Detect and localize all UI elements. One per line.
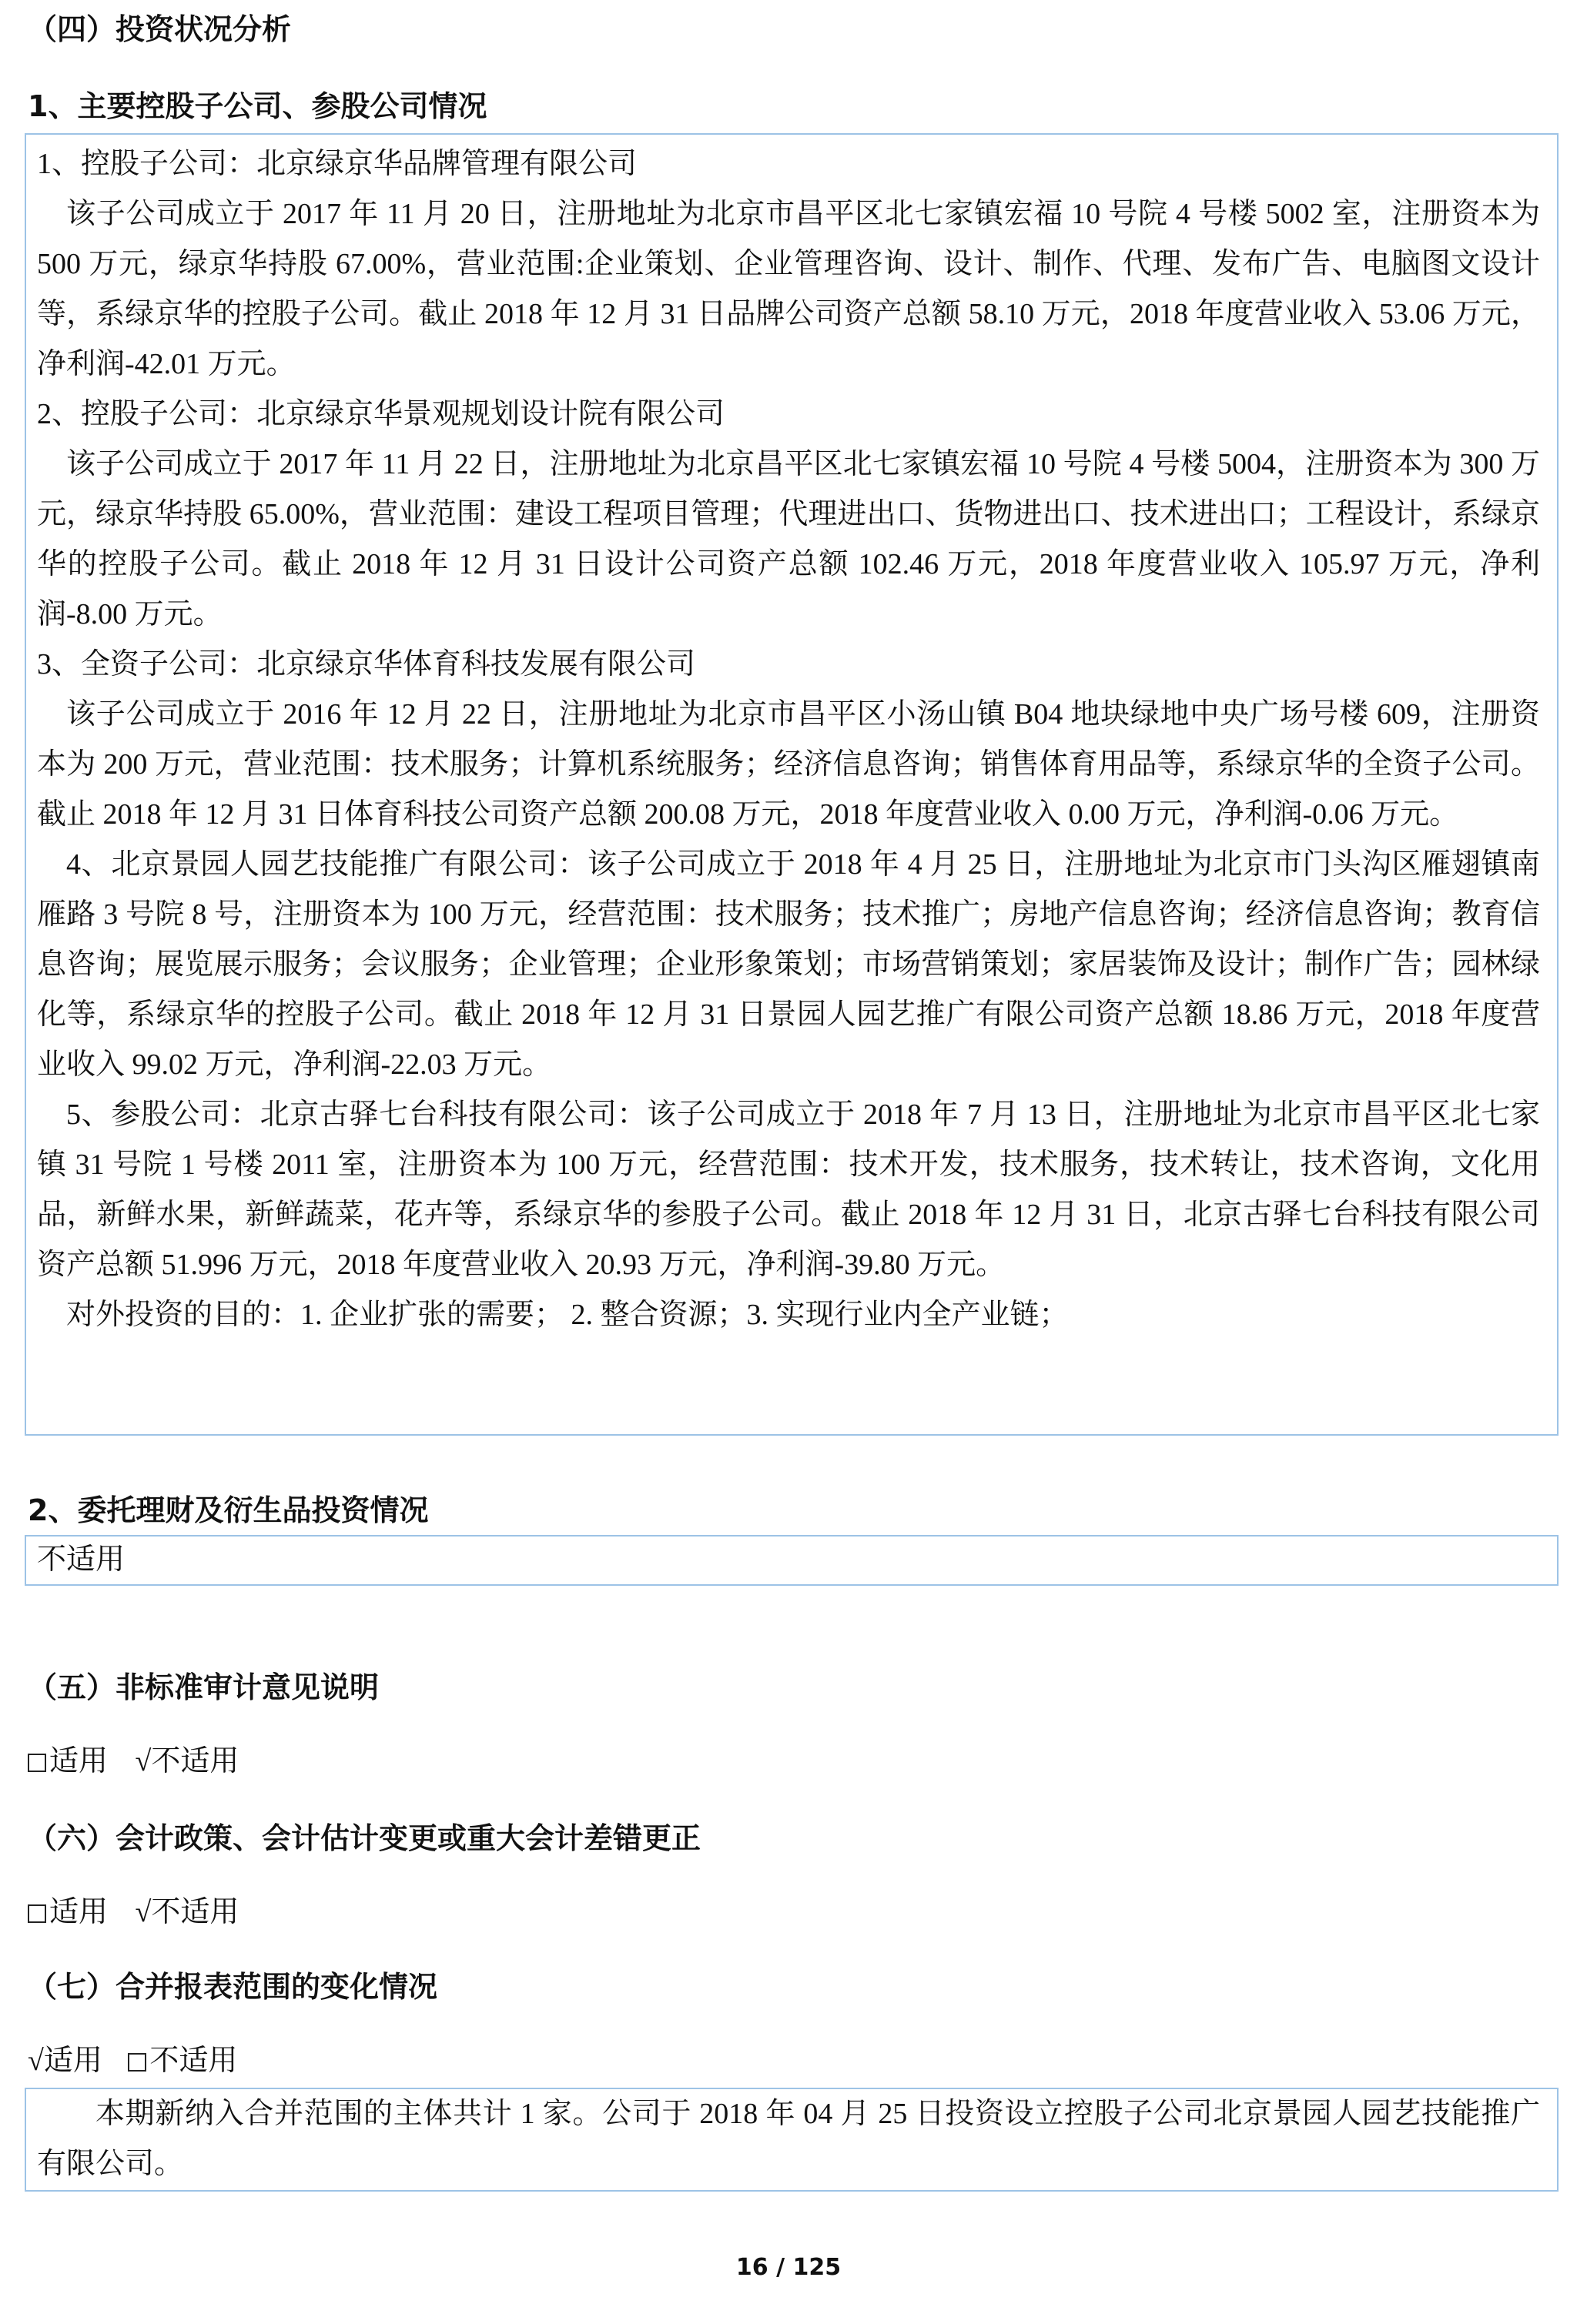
option-not-applicable: 不适用: [151, 1745, 239, 1777]
subsidiary-1-body: 该子公司成立于 2017 年 11 月 20 日，注册地址为北京市昌平区北七家镇宏福 10 号院 4 号楼 5002 室，注册资本为 500 万元，绿京华持股 67.00%，营业范围:企业策划、企业管理咨询、设计、制作、代理、发布广告、电脑图文设计等，系绿京华的控股子公司。截止 2018 年 12 月 31 日品牌公司资产总额 58.10 万元，2018 年度营业收入 53.06 万元，净利润-42.01 万元。: [37, 198, 1540, 380]
checkmark-icon: √: [135, 1896, 152, 1928]
subsidiary-2-body: 该子公司成立于 2017 年 11 月 22 日，注册地址为北京昌平区北七家镇宏福 10 号院 4 号楼 5004，注册资本为 300 万元，绿京华持股 65.00%，营业范围：建设工程项目管理；代理进出口、货物进出口、技术进出口；工程设计，系绿京华的控股子公司。截止 2018 年 12 月 31 日设计公司资产总额 102.46 万元，2018 年度营业收入 105.97 万元，净利润-8.00 万元。: [37, 448, 1540, 630]
subsidiary-2-heading: 2、控股子公司：北京绿京华景观规划设计院有限公司: [37, 398, 725, 430]
page-number: 16 / 125: [735, 2254, 842, 2281]
option-applicable: 适用: [43, 2045, 102, 2077]
section5-title: （五）非标准审计意见说明: [28, 1670, 380, 1704]
subsidiary-3-heading: 3、全资子公司：北京绿京华体育科技发展有限公司: [37, 648, 696, 680]
option-not-applicable: 不适用: [149, 2045, 238, 2077]
checkbox-icon: [28, 1754, 46, 1772]
sub2-title: 2、委托理财及衍生品投资情况: [28, 1493, 429, 1527]
checkbox-icon: [128, 2053, 146, 2072]
wealth-management-box: [25, 1535, 1559, 1586]
option-applicable: 适用: [49, 1896, 109, 1928]
subsidiary-3-body: 该子公司成立于 2016 年 12 月 22 日，注册地址为北京市昌平区小汤山镇 B04 地块绿地中央广场号楼 609，注册资本为 200 万元，营业范围：技术服务；计算机系统服务；经济信息咨询；销售体育用品等，系绿京华的全资子公司。截止 2018 年 12 月 31 日体育科技公司资产总额 200.08 万元，2018 年度营业收入 0.00 万元，净利润-0.06 万元。: [37, 698, 1540, 831]
section5-options: [28, 1743, 239, 1780]
subsidiary-5-body: 5、参股公司：北京古驿七台科技有限公司：该子公司成立于 2018 年 7 月 13 日，注册地址为北京市昌平区北七家镇 31 号院 1 号楼 2011 室，注册资本为 100 万元，经营范围：技术开发，技术服务，技术转让，技术咨询，文化用品，新鲜水果，新鲜蔬菜，花卉等，系绿京华的参股子公司。截止 2018 年 12 月 31 日，北京古驿七台科技有限公司资产总额 51.996 万元，2018 年度营业收入 20.93 万元，净利润-39.80 万元。: [37, 1098, 1540, 1281]
option-not-applicable: 不适用: [151, 1896, 239, 1928]
section6-options: [28, 1894, 239, 1931]
section6-title: （六）会计政策、会计估计变更或重大会计差错更正: [28, 1821, 701, 1855]
sub1-title: 1、主要控股子公司、参股公司情况: [28, 89, 487, 123]
subsidiaries-box: [25, 133, 1559, 1436]
wealth-management-text: 不适用: [37, 1543, 126, 1576]
checkmark-icon: √: [135, 1745, 152, 1777]
section7-title: （七）合并报表范围的变化情况: [28, 1970, 438, 2004]
section4-title: （四）投资状况分析: [28, 12, 292, 46]
option-applicable: 适用: [49, 1745, 109, 1777]
checkbox-icon: [28, 1904, 46, 1923]
section7-options: [28, 2042, 237, 2079]
subsidiary-1-heading: 1、控股子公司：北京绿京华品牌管理有限公司: [37, 148, 638, 180]
consolidation-text: 本期新纳入合并范围的主体共计 1 家。公司于 2018 年 04 月 25 日投资设立控股子公司北京景园人园艺技能推广有限公司。: [37, 2098, 1540, 2180]
investment-purpose: 对外投资的目的：1. 企业扩张的需要； 2. 整合资源；3. 实现行业内全产业链；: [66, 1299, 1069, 1331]
consolidation-box: [25, 2088, 1559, 2192]
checkmark-icon: √: [28, 2045, 44, 2077]
subsidiary-4-body: 4、北京景园人园艺技能推广有限公司：该子公司成立于 2018 年 4 月 25 日，注册地址为北京市门头沟区雁翅镇南雁路 3 号院 8 号，注册资本为 100 万元，经营范围：技术服务；技术推广；房地产信息咨询；经济信息咨询；教育信息咨询；展览展示服务；会议服务；企业管理；企业形象策划；市场营销策划；家居装饰及设计；制作广告；园林绿化等，系绿京华的控股子公司。截止 2018 年 12 月 31 日景园人园艺推广有限公司资产总额 18.86 万元，2018 年度营业收入 99.02 万元，净利润-22.03 万元。: [37, 848, 1540, 1081]
